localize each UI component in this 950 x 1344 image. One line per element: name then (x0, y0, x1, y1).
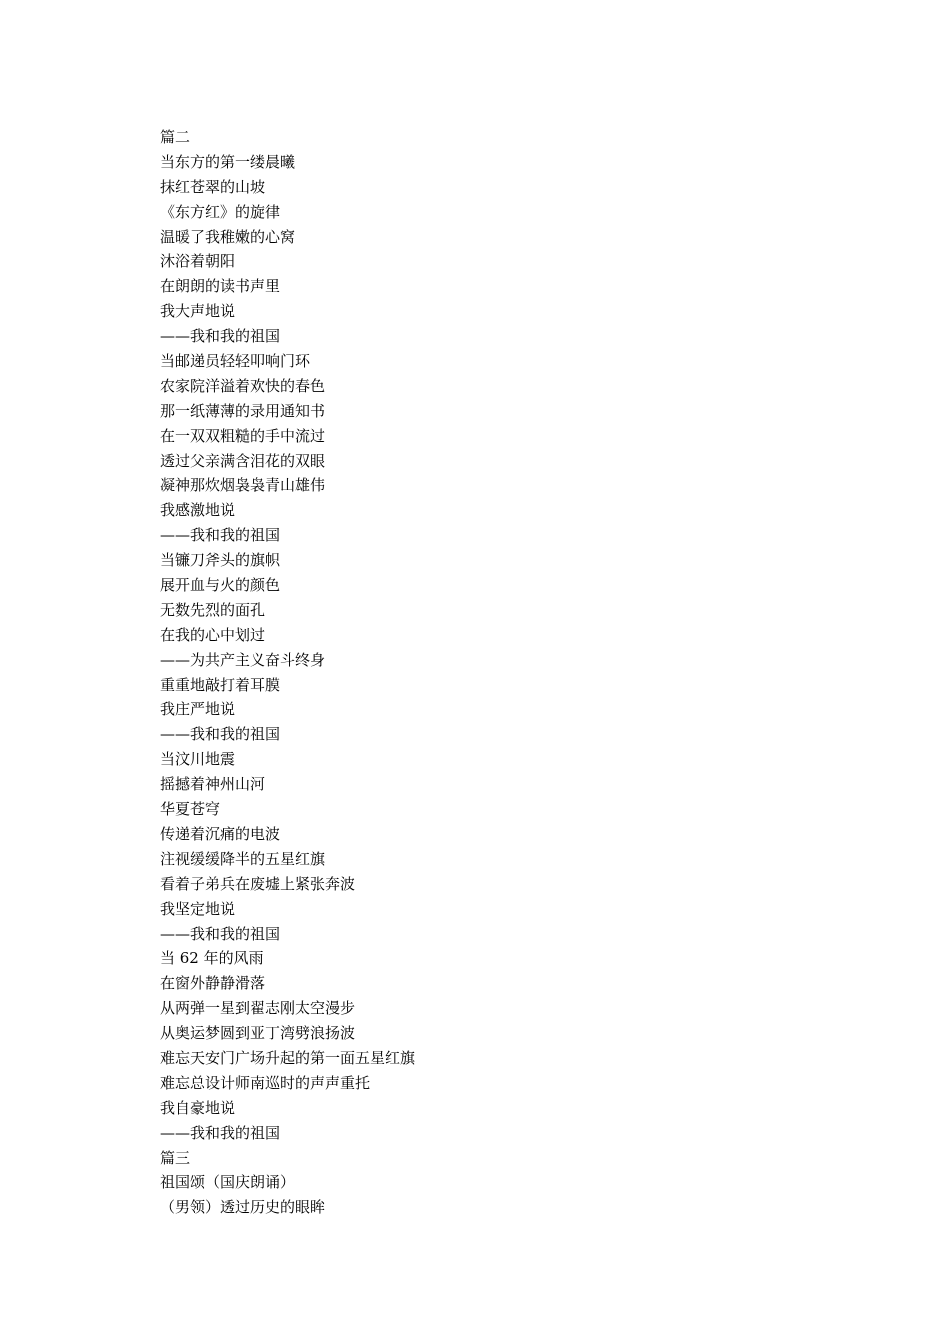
text-line: 透过父亲满含泪花的双眼 (160, 451, 326, 470)
text-line: 我坚定地说 (160, 899, 236, 918)
text-line: 难忘总设计师南巡时的声声重托 (160, 1073, 371, 1092)
text-line: ——我和我的祖国 (160, 1123, 281, 1142)
text-line: 看着子弟兵在废墟上紧张奔波 (160, 874, 356, 893)
text-line: 传递着沉痛的电波 (160, 824, 281, 843)
text-line: 我大声地说 (160, 302, 236, 321)
text-line: ——我和我的祖国 (160, 725, 281, 744)
text-line: 当东方的第一缕晨曦 (160, 152, 296, 171)
text-line: 抹红苍翠的山坡 (160, 177, 266, 196)
text-line: 农家院洋溢着欢快的春色 (160, 376, 326, 395)
text-line: 当汶川地震 (160, 750, 236, 769)
text-line: 重重地敲打着耳膜 (160, 675, 281, 694)
text-line: 华夏苍穹 (160, 800, 221, 819)
text-line: 从奥运梦圆到亚丁湾劈浪扬波 (160, 1024, 356, 1043)
text-line: 温暖了我稚嫩的心窝 (160, 227, 296, 246)
text-line: 我庄严地说 (160, 700, 236, 719)
text-line: ——我和我的祖国 (160, 526, 281, 545)
text-line: 在我的心中划过 (160, 625, 266, 644)
text-line: 在一双双粗糙的手中流过 (160, 426, 326, 445)
text-line: 无数先烈的面孔 (160, 600, 266, 619)
poem-text (160, 125, 860, 1220)
text-line: 当邮递员轻轻叩响门环 (160, 352, 311, 371)
section-heading: 篇三 (160, 1148, 191, 1167)
text-line: ——为共产主义奋斗终身 (160, 650, 326, 669)
text-line: 难忘天安门广场升起的第一面五星红旗 (160, 1048, 416, 1067)
text-line: ——我和我的祖国 (160, 327, 281, 346)
text-line: 沐浴着朝阳 (160, 252, 236, 271)
section-heading: 篇二 (160, 128, 191, 146)
text-line: 《东方红》的旋律 (160, 202, 281, 221)
text-line: 祖国颂（国庆朗诵） (160, 1173, 296, 1192)
text-line: 我自豪地说 (160, 1098, 236, 1117)
text-line: （男领）透过历史的眼眸 (160, 1198, 326, 1217)
text-line: 在窗外静静滑落 (160, 974, 266, 993)
text-line: 注视缓缓降半的五星红旗 (160, 849, 326, 868)
text-line: 我感激地说 (160, 501, 236, 520)
text-line: 凝神那炊烟袅袅青山雄伟 (160, 476, 326, 495)
text-line: ——我和我的祖国 (160, 924, 281, 943)
text-line: 展开血与火的颜色 (160, 576, 281, 595)
text-line: 在朗朗的读书声里 (160, 277, 281, 296)
text-line: 摇撼着神州山河 (160, 775, 266, 794)
text-line: 当 62 年的风雨 (160, 949, 264, 968)
text-line: 从两弹一星到翟志刚太空漫步 (160, 999, 356, 1018)
text-line: 那一纸薄薄的录用通知书 (160, 401, 326, 420)
text-line: 当镰刀斧头的旗帜 (160, 551, 281, 570)
